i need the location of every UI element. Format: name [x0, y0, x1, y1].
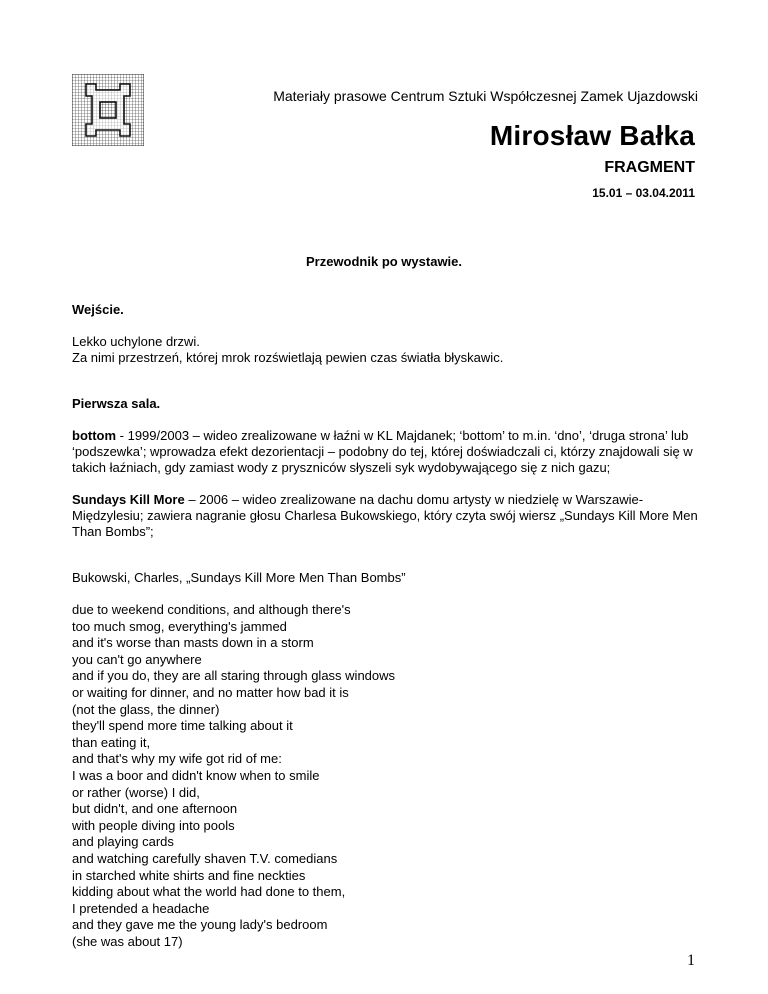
poem-line: I was a boor and didn't know when to smile: [72, 767, 320, 783]
poem-line: and that's why my wife got rid of me:: [72, 751, 282, 767]
entrance-line: Lekko uchylone drzwi.: [72, 334, 200, 349]
poem-line: (not the glass, the dinner): [72, 701, 220, 717]
poem-line: and it's worse than masts down in a storm: [72, 635, 314, 651]
poem-text: [72, 602, 702, 950]
poem-line: you can't go anywhere: [72, 651, 202, 667]
poem-line: too much smog, everything's jammed: [72, 618, 287, 634]
exhibition-title: FRAGMENT: [604, 159, 695, 176]
entrance-heading: Wejście.: [72, 302, 124, 317]
poem-line: kidding about what the world had done to them,: [72, 884, 346, 900]
poem-citation: Bukowski, Charles, „Sundays Kill More Men Than Bombs”: [72, 570, 406, 585]
artwork-entry-sundays: [72, 492, 702, 540]
document-body: [72, 302, 702, 950]
exhibition-dates: 15.01 – 03.04.2011: [592, 186, 695, 200]
poem-line: they'll spend more time talking about it: [72, 718, 293, 734]
artwork-description: – 2006 – wideo zrealizowane na dachu domu artysty w niedzielę w Warszawie-Międzylesiu; zawiera nagranie głosu Charlesa Bukowskiego, który czyta swój wiersz „Sundays Kill More Men Than Bombs”;: [72, 492, 698, 539]
first-room-heading: Pierwsza sala.: [72, 396, 161, 411]
poem-line: in starched white shirts and fine neckties: [72, 867, 306, 883]
page-number: 1: [687, 952, 695, 969]
artwork-description: - 1999/2003 – wideo zrealizowane w łaźni w KL Majdanek; ‘bottom’ to m.in. ‘dno’, ‘druga strona’ lub ‘podszewka’; wprowadza efekt dezorientacji – podobny do tej, której doświadczali ci, którzy znajdowali się w takich łaźniach, gdy zamiast wody z pryszniców słyszeli syk wydobywającego się z nich gazu;: [72, 428, 693, 475]
poem-line: and if you do, they are all staring through glass windows: [72, 668, 396, 684]
poem-line: with people diving into pools: [72, 817, 235, 833]
press-materials-line: Materiały prasowe Centrum Sztuki Współczesnej Zamek Ujazdowski: [273, 88, 698, 104]
castle-grid-logo-icon: [72, 74, 144, 146]
poem-line: but didn't, and one afternoon: [72, 801, 238, 817]
poem-line: and playing cards: [72, 834, 174, 850]
poem-line: (she was about 17): [72, 933, 183, 949]
artwork-entry-bottom: [72, 428, 702, 476]
poem-line: and they gave me the young lady's bedroom: [72, 917, 328, 933]
artist-name-title: Mirosław Bałka: [489, 120, 695, 151]
poem-line: or rather (worse) I did,: [72, 784, 200, 800]
poem-line: I pretended a headache: [72, 900, 210, 916]
poem-line: due to weekend conditions, and although there's: [72, 602, 351, 617]
artwork-title: bottom: [72, 428, 117, 443]
guide-heading: Przewodnik po wystawie.: [305, 254, 463, 269]
entrance-line: Za nimi przestrzeń, której mrok rozświetlają pewien czas światła błyskawic.: [72, 350, 504, 365]
poem-line: than eating it,: [72, 734, 151, 750]
artwork-title: Sundays Kill More: [72, 492, 185, 507]
poem-line: or waiting for dinner, and no matter how bad it is: [72, 684, 349, 700]
poem-line: and watching carefully shaven T.V. comedians: [72, 850, 338, 866]
